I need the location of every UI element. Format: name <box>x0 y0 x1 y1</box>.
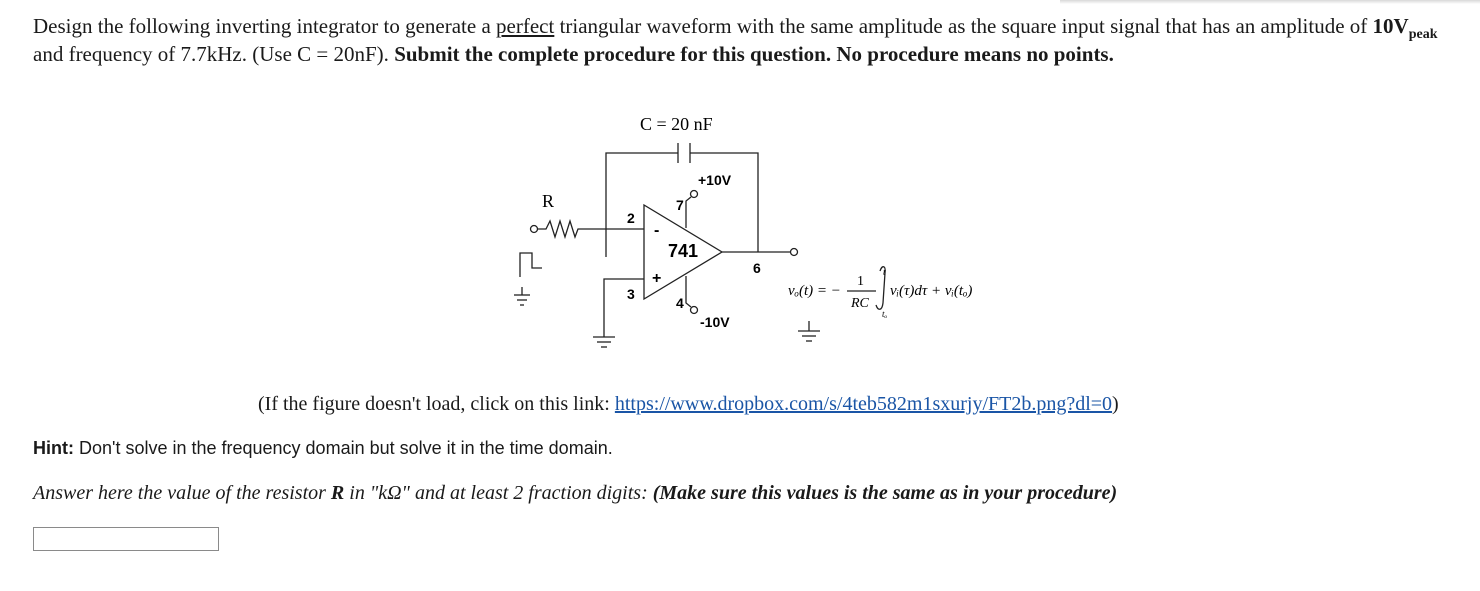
pos-supply-terminal <box>691 191 698 198</box>
figure-link[interactable]: https://www.dropbox.com/s/4teb582m1sxurjy/FT2b.png?dl=0 <box>614 393 1113 415</box>
capacitor-label: C = 20 nF <box>640 114 713 134</box>
integral-upper: t <box>883 267 886 277</box>
resistor-label: R <box>542 191 555 211</box>
noninverting-sign: + <box>652 270 662 287</box>
perfect-word: perfect <box>496 14 555 38</box>
pin-4: 4 <box>676 295 684 311</box>
pos-supply-label: +10V <box>698 172 732 188</box>
pin-2: 2 <box>627 210 635 226</box>
pin7-wire <box>686 197 691 228</box>
circuit-diagram <box>500 105 1040 355</box>
top-scroll-shadow <box>1060 0 1480 4</box>
pin-6: 6 <box>753 260 761 276</box>
answer-note: (Make sure this values is the same as in your procedure) <box>652 482 1118 504</box>
question-text: Design the following inverting integrator to generate a perfect triangular waveform with the same amplitude as the square input signal that has an amplitude of $10V_{peak}$ and frequency of 7.7kHz. (Use C = 20nF). Submit the complete procedure for this question. No procedure means no points. <box>33 14 1438 66</box>
input-terminal <box>531 226 538 233</box>
procedure-requirement: Submit the complete procedure for this question. No procedure means no points. <box>394 42 1114 66</box>
amplitude-value: $10V_{peak}$ <box>1372 14 1438 42</box>
hint-text: Don't solve in the frequency domain but solve it in the time domain. <box>73 438 613 458</box>
inverting-sign: - <box>654 222 660 239</box>
integrator-circuit-figure <box>500 105 1040 360</box>
integral-lower: tₒ <box>882 309 888 319</box>
pin4-wire <box>686 276 691 307</box>
output-terminal <box>791 249 798 256</box>
noninverting-wire <box>604 279 644 337</box>
neg-supply-label: -10V <box>700 314 730 330</box>
formula-lhs: vₒ(t) = − <box>788 283 841 299</box>
neg-supply-terminal <box>691 307 698 314</box>
answer-prompt: Answer here the value of the resistor R in "kΩ" and at least 2 fraction digits: (Make sure this values is the same as in your procedure) <box>33 482 1118 504</box>
resistor-answer-input[interactable] <box>33 527 219 551</box>
hint-line <box>33 438 613 459</box>
pin-3: 3 <box>627 286 635 302</box>
formula-numerator: 1 <box>857 274 864 289</box>
opamp-label: 741 <box>668 241 699 261</box>
formula-rhs: vᵢ(τ)dτ + vᵢ(tₒ) <box>890 283 973 299</box>
pin-7: 7 <box>676 197 684 213</box>
square-wave-icon <box>520 253 542 277</box>
figure-fallback-line: (If the figure doesn't load, click on this link: https://www.dropbox.com/s/4teb582m1sxurjy/FT2b.png?dl=0) <box>258 393 1119 415</box>
formula-denominator: RC <box>851 296 869 311</box>
hint-label: Hint: <box>33 438 74 458</box>
